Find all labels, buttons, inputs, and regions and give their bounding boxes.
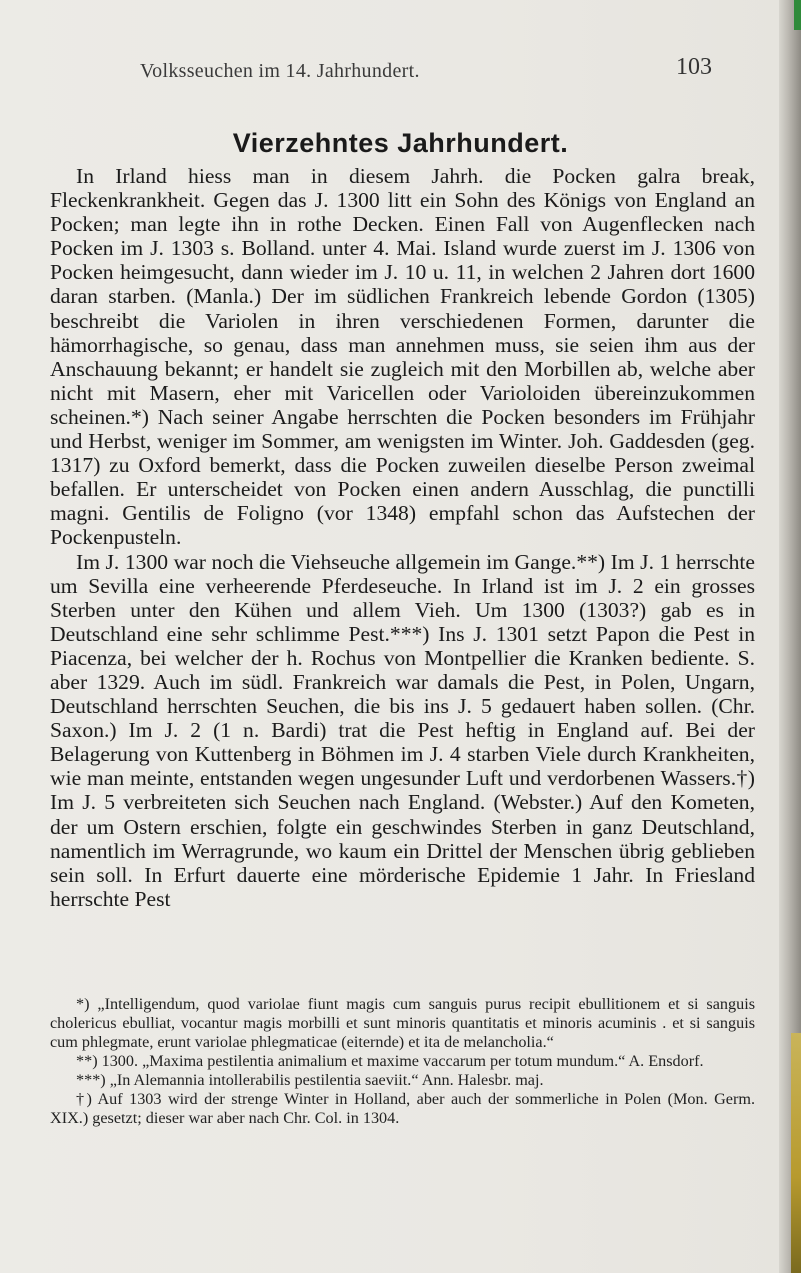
running-head (0, 54, 801, 90)
body-text (50, 164, 755, 911)
chapter-title: Vierzehntes Jahrhundert. (232, 128, 569, 158)
page-edge-marker (794, 0, 801, 30)
paragraph-2: Im J. 1300 war noch die Viehseuche allgemein im Gange.**) Im J. 1 herrschte um Sevilla eine verheerende Pferdeseuche. In Irland ist im J. 2 ein grosses Sterben unter den Kühen und allem Vieh. Um 1300 (1303?) gab es in Deutschland eine sehr schlimme Pest.***) Ins J. 1301 setzt Papon die Pest in Piacenza, bei welcher der h. Rochus von Montpellier die Kranken bediente. S. aber 1329. Auch im südl. Frankreich war damals die Pest, in Polen, Ungarn, Deutschland herrschten Seuchen, die bis ins J. 5 gedauert haben sollen. (Chr. Saxon.) Im J. 2 (1 n. Bardi) trat die Pest heftig in England auf. Bei der Belagerung von Kuttenberg in Böhmen im J. 4 starben Viele durch Krankheiten, wie man meinte, entstanden wegen ungesunder Luft und verdorbenen Wassers.†) Im J. 5 verbreiteten sich Seuchen nach England. (Webster.) Auf den Kometen, der um Ostern erschien, folgte ein geschwindes Sterben in ganz Deutschland, namentlich im Werragrunde, wo kaum ein Drittel der Menschen übrig geblieben sein soll. In Erfurt dauerte eine mörderische Epidemie 1 Jahr. In Friesland herrschte Pest (50, 549, 755, 911)
paragraph-1: In Irland hiess man in diesem Jahrh. die Pocken galra break, Fleckenkrankheit. Gegen das J. 1300 litt ein Sohn des Königs von England an Pocken; man legte ihn in rothe Decken. Einen Fall von Augenflecken nach Pocken im J. 1303 s. Bolland. unter 4. Mai. Island wurde zuerst im J. 1306 von Pocken heimgesucht, dann wieder im J. 10 u. 11, in welchen 2 Jahren dort 1600 daran starben. (Manla.) Der im südlichen Frankreich lebende Gordon (1305) beschreibt die Variolen in ihren verschiedenen Formen, darunter die hämorrhagische, so genau, dass man annehmen muss, sie seien ihm aus der Anschauung bekannt; er handelt sie zugleich mit den Morbillen ab, welche aber nicht mit Masern, eher mit Varicellen oder Varioloiden übereinzukommen scheinen.*) Nach seiner Angabe herrschten die Pocken besonders im Frühjahr und Herbst, weniger im Sommer, am wenigsten im Winter. Joh. Gaddesden (geg. 1317) zu Oxford bemerkt, dass die Pocken zuweilen dieselbe Person zweimal befallen. Er unterscheidet von Pocken einen andern Ausschlag, die punctilli magni. Gentilis de Foligno (vor 1348) empfahl schon das Aufstechen der Pockenpusteln. (50, 164, 755, 550)
footnotes (50, 995, 755, 1128)
footnote-2: **) 1300. „Maxima pestilentia animalium et maxime vaccarum per totum mundum.“ A. Ensdorf. (76, 1052, 704, 1070)
footnote-1: *) „Intelligendum, quod variolae fiunt magis cum sanguis purus recipit ebullitionem et si sanguis cholericus ebulliat, vocantur magis morbilli et sunt minoris quantitatis et minoris acuminis . et si sanguis cum phlegmate, erunt variolae phlegmaticae (eiternde) et ita de melancholia.“ (50, 995, 755, 1051)
page-edge-binding (791, 1033, 801, 1273)
footnote-4: †) Auf 1303 wird der strenge Winter in Holland, aber auch der sommerliche in Polen (Mon. Germ. XIX.) gesetzt; dieser war aber nach Chr. Col. in 1304. (50, 1090, 755, 1127)
running-title: Volksseuchen im 14. Jahrhundert. (140, 60, 420, 82)
page-number: 103 (676, 54, 712, 80)
footnote-3: ***) „In Alemannia intollerabilis pestilentia saeviit.“ Ann. Halesbr. maj. (76, 1071, 544, 1089)
